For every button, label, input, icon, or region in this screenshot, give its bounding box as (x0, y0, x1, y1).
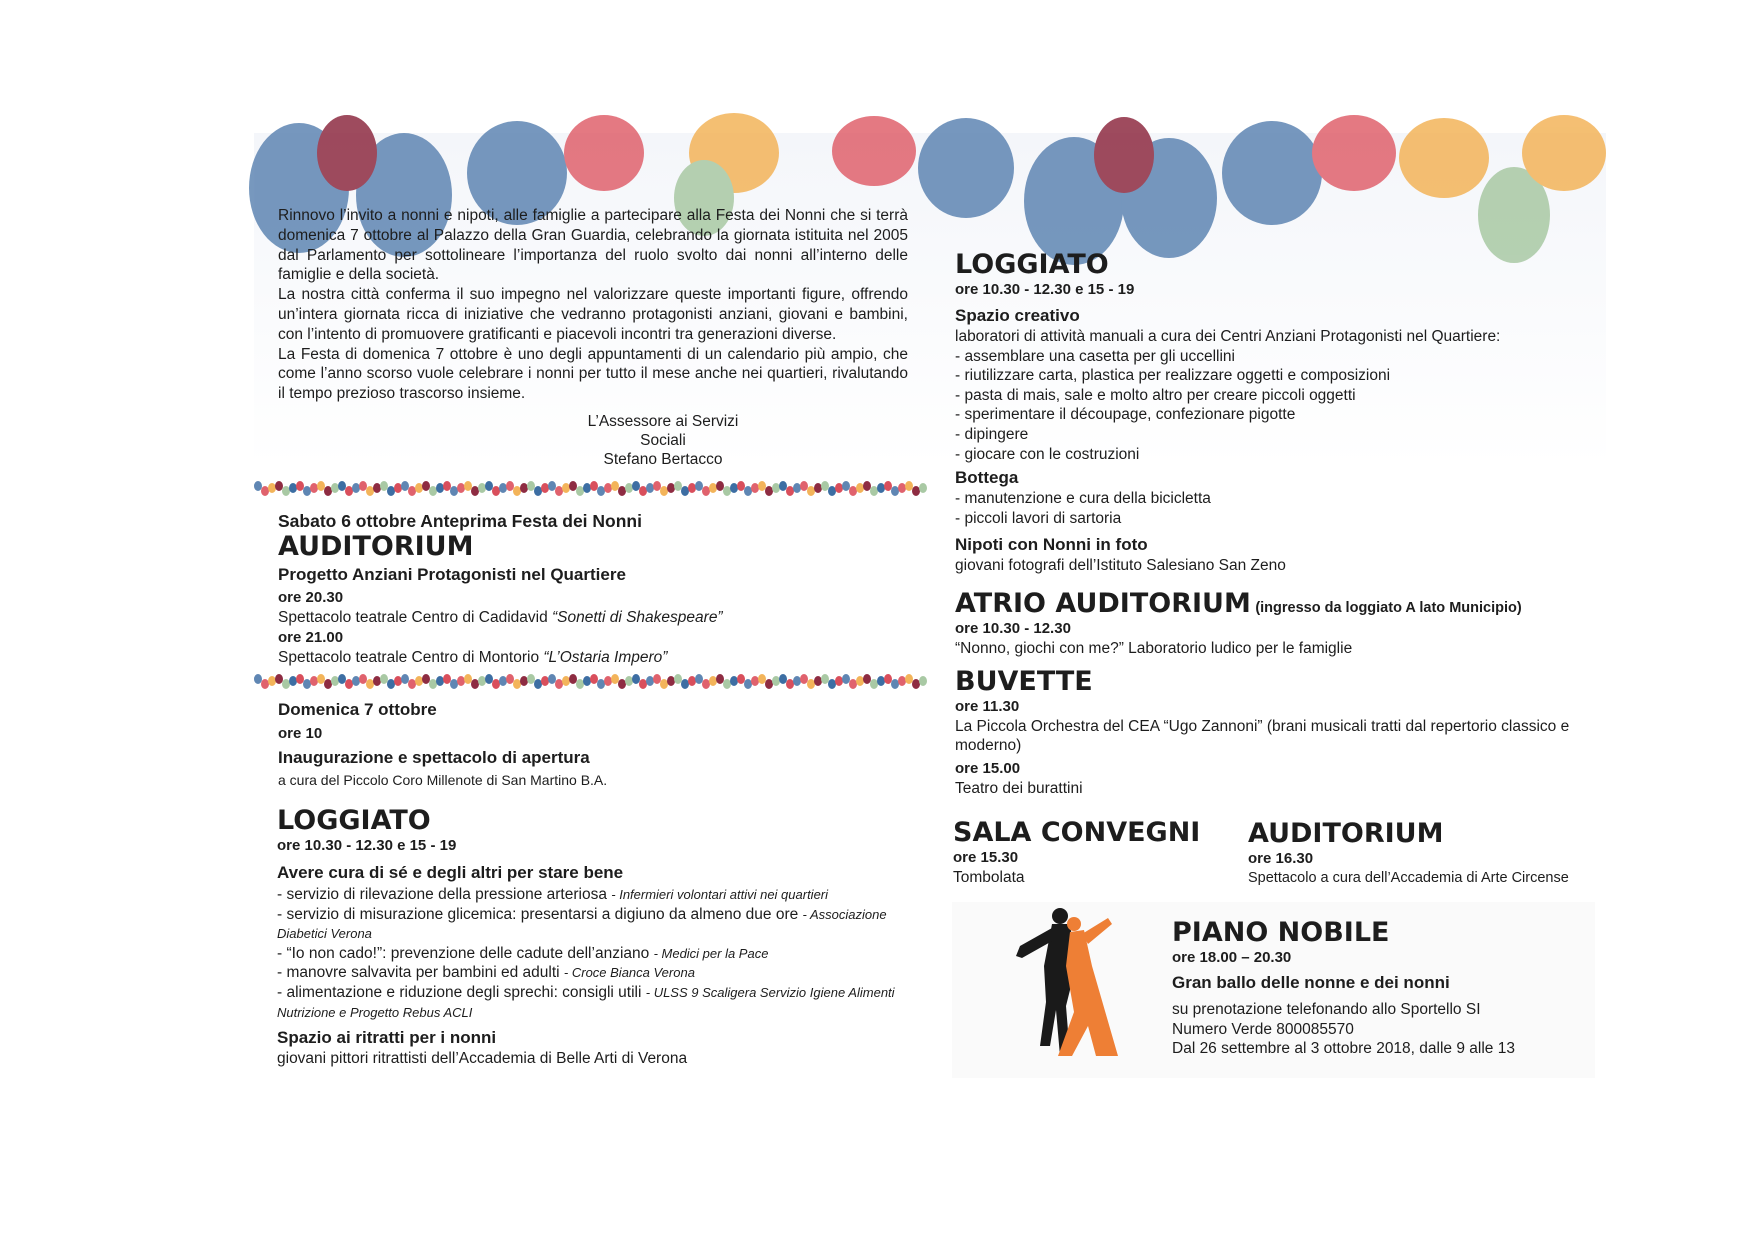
garland-dot (835, 483, 843, 493)
garland-dot (282, 679, 290, 689)
garland-dot (548, 674, 556, 684)
garland-dot (786, 679, 794, 689)
bottega-title: Bottega (955, 468, 1019, 488)
portraits-text: giovani pittori ritrattisti dell’Accademia di Belle Arti di Verona (277, 1050, 688, 1068)
list-item: - sperimentare il découpage, confezionare pigotte (955, 406, 1296, 424)
garland-dot (863, 481, 871, 491)
garland-dot (275, 481, 283, 491)
garland-dot (331, 676, 339, 686)
garland-dot (800, 674, 808, 684)
garland-dot (758, 674, 766, 684)
garland-dot (317, 674, 325, 684)
garland-dot (254, 674, 262, 684)
garland-dot (422, 674, 430, 684)
sunday-section (278, 699, 918, 790)
garland-dot (499, 676, 507, 686)
intro-paragraph-1: Rinnovo l’invito a nonni e nipoti, alle famiglie a partecipare alla Festa dei Nonni che si terrà domenica 7 ottobre al Palazzo della Gran Guardia, celebrando la giornata istituita nel 2005 dal Parlamento per sottolineare l’importanza del ruolo svolto dai nonni all’interno delle famiglie e della società. (278, 207, 908, 284)
garland-dot (793, 483, 801, 493)
garland-dot (723, 486, 731, 496)
garland-dot (632, 674, 640, 684)
garland-dot (471, 679, 479, 689)
garland-dot (660, 486, 668, 496)
signature-name: Stefano Bertacco (603, 450, 723, 468)
garland-dot (632, 481, 640, 491)
loggiato-left-section (277, 806, 917, 1069)
dancers-icon (1000, 906, 1130, 1066)
auditorium-2-venue: AUDITORIUM (1248, 818, 1444, 849)
list-item: - piccoli lavori di sartoria (955, 509, 1122, 527)
garland-dot (338, 674, 346, 684)
garland-dot (695, 674, 703, 684)
garland-dot (576, 486, 584, 496)
garland-dot (513, 679, 521, 689)
buvette-text-1: La Piccola Orchestra del CEA “Ugo Zannoni” (brani musicali tratti dal repertorio classico e moderno) (955, 717, 1570, 755)
atrio-venue-note: (ingresso da loggiato A lato Municipio) (1255, 599, 1522, 616)
saturday-time-1: ore 20.30 (278, 589, 344, 606)
garland-dot (590, 674, 598, 684)
garland-dot (597, 486, 605, 496)
garland-dot (443, 674, 451, 684)
garland-dot (814, 483, 822, 493)
loggiato-left-subtitle: Avere cura di sé e degli altri per stare bene (277, 863, 624, 882)
intro-paragraph-2: La nostra città conferma il suo impegno nel valorizzare queste importanti figure, offrendo un’intera giornata ricca di iniziative che vedranno protagonisti anziani, giovani e bambini, con l’intento di promuovere gratificanti e piacevoli incontri tra generazioni diverse. (278, 286, 908, 343)
signature (578, 412, 748, 469)
garland-dot (877, 483, 885, 493)
list-item: - alimentazione e riduzione degli sprechi: consigli utili - ULSS 9 Scaligera Servizio Igiene Alimenti Nutrizione e Progetto Rebus ACLI (277, 983, 895, 1020)
garland-dot (345, 679, 353, 689)
garland-dot (618, 679, 626, 689)
garland-dot (415, 483, 423, 493)
garland-dot (772, 483, 780, 493)
atrio-time: ore 10.30 - 12.30 (955, 619, 1071, 637)
garland-dot (891, 486, 899, 496)
sala-convegni-time: ore 15.30 (953, 849, 1019, 866)
garland-dot (625, 483, 633, 493)
garland-dot (317, 481, 325, 491)
photo-title: Nipoti con Nonni in foto (955, 535, 1148, 555)
garland-dot (345, 486, 353, 496)
saturday-show-1 (278, 608, 918, 628)
sunday-by: a cura del Piccolo Coro Millenote di San Martino B.A. (278, 772, 608, 788)
garland-dot (331, 483, 339, 493)
garland-dot (569, 481, 577, 491)
garland-dot (275, 674, 283, 684)
garland-dot (583, 676, 591, 686)
garland-dot (751, 676, 759, 686)
garland-dot (912, 679, 920, 689)
garland-dot (898, 483, 906, 493)
piano-nobile-event: Gran ballo delle nonne e dei nonni (1172, 973, 1450, 992)
garland-dot (268, 483, 276, 493)
garland-dot (800, 481, 808, 491)
garland-dot (856, 483, 864, 493)
buvette-venue: BUVETTE (955, 665, 1093, 697)
garland-dot (695, 481, 703, 491)
garland-dot (618, 486, 626, 496)
garland-dot (394, 676, 402, 686)
piano-nobile-line-3: Dal 26 settembre al 3 ottobre 2018, dalle 9 alle 13 (1172, 1040, 1515, 1058)
garland-dot (849, 679, 857, 689)
garland-dot (667, 676, 675, 686)
garland-dot (737, 674, 745, 684)
garland-dot (485, 481, 493, 491)
auditorium-2-section (1248, 819, 1608, 889)
garland-dot (870, 486, 878, 496)
garland-dot (744, 679, 752, 689)
garland-dot (324, 679, 332, 689)
garland-dot (821, 481, 829, 491)
auditorium-2-time: ore 16.30 (1248, 850, 1314, 867)
garland-dot (688, 483, 696, 493)
garland-dot (492, 679, 500, 689)
garland-dot (884, 674, 892, 684)
garland-dot (667, 483, 675, 493)
garland-dot (513, 486, 521, 496)
garland-dot (863, 674, 871, 684)
garland-dot (625, 676, 633, 686)
list-item: - assemblare una casetta per gli uccellini (955, 347, 1235, 365)
list-item: - manovre salvavita per bambini ed adulti - Croce Bianca Verona (277, 964, 695, 982)
garland-dot (520, 676, 528, 686)
saturday-show-1-title: “Sonetti di Shakespeare” (552, 609, 723, 626)
garland-dot (562, 676, 570, 686)
garland-divider (254, 478, 932, 500)
garland-dot (646, 676, 654, 686)
sunday-time: ore 10 (278, 725, 323, 742)
garland-dot (604, 483, 612, 493)
garland-dot (639, 679, 647, 689)
right-column (955, 250, 1595, 798)
garland-dot (842, 674, 850, 684)
garland-dot (877, 676, 885, 686)
garland-dot (765, 486, 773, 496)
garland-dot (793, 676, 801, 686)
garland-dot (478, 676, 486, 686)
sala-convegni-venue: SALA CONVEGNI (953, 817, 1201, 848)
buvette-time-1: ore 11.30 (955, 697, 1020, 715)
garland-dot (611, 674, 619, 684)
garland-dot (744, 486, 752, 496)
garland-dot (555, 486, 563, 496)
garland-dot (408, 679, 416, 689)
garland-dot (681, 679, 689, 689)
garland-dot (310, 676, 318, 686)
garland-dot (485, 674, 493, 684)
garland-dot (569, 674, 577, 684)
piano-nobile-line-1: su prenotazione telefonando allo Sportello SI (1172, 1001, 1481, 1018)
garland-dot (912, 486, 920, 496)
garland-dot (835, 676, 843, 686)
garland-dot (765, 679, 773, 689)
list-item: - giocare con le costruzioni (955, 445, 1140, 463)
garland-dot (576, 679, 584, 689)
garland-dot (436, 483, 444, 493)
garland-dot (709, 483, 717, 493)
garland-dot (464, 481, 472, 491)
garland-dot (548, 481, 556, 491)
garland-dot (380, 674, 388, 684)
garland-dot (352, 483, 360, 493)
garland-dot (541, 676, 549, 686)
creative-list (955, 347, 1595, 465)
garland-dot (590, 481, 598, 491)
garland-dot (457, 483, 465, 493)
garland-dot (541, 483, 549, 493)
loggiato-left-venue: LOGGIATO (277, 805, 431, 836)
garland-dot (842, 481, 850, 491)
garland-dot (450, 486, 458, 496)
garland-dot (597, 679, 605, 689)
garland-dot (821, 674, 829, 684)
garland-dot (499, 483, 507, 493)
garland-dot (716, 481, 724, 491)
garland-dot (884, 481, 892, 491)
garland-dot (716, 674, 724, 684)
garland-dot (702, 486, 710, 496)
loggiato-left-time: ore 10.30 - 12.30 e 15 - 19 (277, 837, 457, 854)
garland-dot (898, 676, 906, 686)
intro-paragraph-3: La Festa di domenica 7 ottobre è uno degli appuntamenti di un calendario più ampio, che come l’anno scorso vuole celebrare i nonni per tutto il mese anche nei quartieri, rivalutando il tempo prezioso trascorso insieme. (278, 345, 908, 403)
garland-dot (408, 486, 416, 496)
saturday-venue: AUDITORIUM (278, 531, 474, 562)
garland-dot (758, 481, 766, 491)
garland-dot (681, 486, 689, 496)
piano-nobile-line-2: Numero Verde 800085570 (1172, 1020, 1354, 1038)
garland-dot (856, 676, 864, 686)
sala-convegni-section (953, 818, 1233, 888)
garland-dot (534, 679, 542, 689)
garland-dot (786, 486, 794, 496)
garland-dot (296, 481, 304, 491)
loggiato-right-venue: LOGGIATO (955, 249, 1109, 280)
garland-dot (779, 674, 787, 684)
portraits-title: Spazio ai ritratti per i nonni (277, 1028, 497, 1048)
loggiato-left-list (277, 885, 917, 1022)
garland-dot (555, 679, 563, 689)
garland-dot (639, 486, 647, 496)
saturday-section (278, 510, 918, 667)
garland-dot (723, 679, 731, 689)
garland-dot (779, 481, 787, 491)
garland-dot (450, 679, 458, 689)
signature-role: L’Assessore ai Servizi Sociali (587, 412, 739, 449)
garland-dot (772, 676, 780, 686)
list-item: - manutenzione e cura della bicicletta (955, 490, 1211, 508)
garland-dot (387, 679, 395, 689)
garland-dot (464, 674, 472, 684)
list-item: - “Io non cado!”: prevenzione delle cadute dell’anziano - Medici per la Pace (277, 944, 769, 962)
garland-dot (674, 674, 682, 684)
garland-dot (282, 486, 290, 496)
garland-dot (310, 483, 318, 493)
garland-dot (646, 483, 654, 493)
garland-dot (751, 483, 759, 493)
auditorium-2-text: Spettacolo a cura dell’Accademia di Arte Circense (1248, 870, 1569, 886)
garland-dot (660, 679, 668, 689)
garland-dot (653, 481, 661, 491)
garland-divider-2 (254, 671, 932, 693)
garland-dot (303, 679, 311, 689)
garland-dot (401, 674, 409, 684)
garland-dot (289, 676, 297, 686)
list-item: - riutilizzare carta, plastica per realizzare oggetti e composizioni (955, 367, 1391, 385)
garland-dot (534, 486, 542, 496)
garland-dot (807, 486, 815, 496)
creative-title: Spazio creativo (955, 306, 1080, 325)
garland-dot (583, 483, 591, 493)
garland-dot (303, 486, 311, 496)
piano-nobile-section (1172, 918, 1592, 1059)
list-item: - pasta di mais, sale e molto altro per creare piccoli oggetti (955, 386, 1356, 404)
atrio-venue: ATRIO AUDITORIUM (955, 587, 1251, 619)
garland-dot (688, 676, 696, 686)
garland-dot (562, 483, 570, 493)
garland-dot (380, 481, 388, 491)
saturday-title: Sabato 6 ottobre Anteprima Festa dei Nonni (278, 511, 642, 531)
garland-dot (527, 481, 535, 491)
garland-dot (674, 481, 682, 491)
garland-dot (828, 486, 836, 496)
saturday-show-2 (278, 648, 918, 668)
garland-dot (422, 481, 430, 491)
garland-dot (373, 676, 381, 686)
garland-dot (891, 679, 899, 689)
garland-dot (436, 676, 444, 686)
intro-section (278, 206, 908, 469)
garland-dot (394, 483, 402, 493)
piano-nobile-time: ore 18.00 – 20.30 (1172, 949, 1292, 966)
saturday-project: Progetto Anziani Protagonisti nel Quartiere (278, 565, 626, 584)
saturday-show-2-title: “L’Ostaria Impero” (543, 648, 668, 666)
garland-dot (527, 674, 535, 684)
creative-intro: laboratori di attività manuali a cura dei Centri Anziani Protagonisti nel Quartiere: (955, 328, 1501, 345)
garland-dot (478, 483, 486, 493)
garland-dot (611, 481, 619, 491)
garland-dot (254, 481, 262, 491)
garland-dot (261, 486, 269, 496)
garland-dot (324, 486, 332, 496)
garland-dot (604, 676, 612, 686)
bottega-list (955, 489, 1595, 528)
garland-dot (506, 674, 514, 684)
sunday-event: Inaugurazione e spettacolo di apertura (278, 748, 590, 767)
garland-dot (506, 481, 514, 491)
list-item: - dipingere (955, 425, 1029, 443)
list-item: - servizio di rilevazione della pressione arteriosa - Infermieri volontari attivi nei quartieri (277, 886, 829, 903)
garland-dot (268, 676, 276, 686)
garland-dot (520, 483, 528, 493)
garland-dot (471, 486, 479, 496)
garland-dot (814, 676, 822, 686)
garland-dot (905, 674, 913, 684)
garland-dot (443, 481, 451, 491)
garland-dot (919, 676, 927, 686)
atrio-header (955, 589, 1595, 619)
garland-dot (296, 674, 304, 684)
piano-nobile-venue: PIANO NOBILE (1172, 917, 1390, 948)
garland-dot (492, 486, 500, 496)
garland-dot (807, 679, 815, 689)
garland-dot (730, 483, 738, 493)
garland-dot (919, 483, 927, 493)
garland-dot (373, 483, 381, 493)
garland-dot (905, 481, 913, 491)
garland-dot (359, 481, 367, 491)
atrio-text: “Nonno, giochi con me?” Laboratorio ludico per le famiglie (955, 639, 1353, 657)
sunday-title: Domenica 7 ottobre (278, 700, 437, 719)
garland-dot (359, 674, 367, 684)
buvette-text-2: Teatro dei burattini (955, 779, 1083, 797)
garland-dot (653, 674, 661, 684)
garland-dot (429, 679, 437, 689)
garland-dot (366, 679, 374, 689)
garland-dot (415, 676, 423, 686)
garland-dot (429, 486, 437, 496)
garland-dot (870, 679, 878, 689)
garland-dot (338, 481, 346, 491)
saturday-show-1-text: Spettacolo teatrale Centro di Cadidavid (278, 609, 552, 626)
loggiato-right-time: ore 10.30 - 12.30 e 15 - 19 (955, 281, 1135, 298)
garland-dot (737, 481, 745, 491)
garland-dot (261, 679, 269, 689)
saturday-time-2: ore 21.00 (278, 628, 344, 646)
garland-dot (387, 486, 395, 496)
garland-dot (702, 679, 710, 689)
garland-dot (366, 486, 374, 496)
garland-dot (457, 676, 465, 686)
garland-dot (828, 679, 836, 689)
garland-dot (730, 676, 738, 686)
photo-text: giovani fotografi dell’Istituto Salesiano San Zeno (955, 557, 1286, 575)
sala-convegni-text: Tombolata (953, 869, 1025, 886)
garland-dot (352, 676, 360, 686)
garland-dot (709, 676, 717, 686)
garland-dot (289, 483, 297, 493)
garland-dot (401, 481, 409, 491)
buvette-time-2: ore 15.00 (955, 759, 1021, 777)
list-item: - servizio di misurazione glicemica: presentarsi a digiuno da almeno due ore - Associazione Diabetici Verona (277, 905, 887, 942)
saturday-show-2-text: Spettacolo teatrale Centro di Montorio (278, 648, 544, 666)
garland-dot (849, 486, 857, 496)
